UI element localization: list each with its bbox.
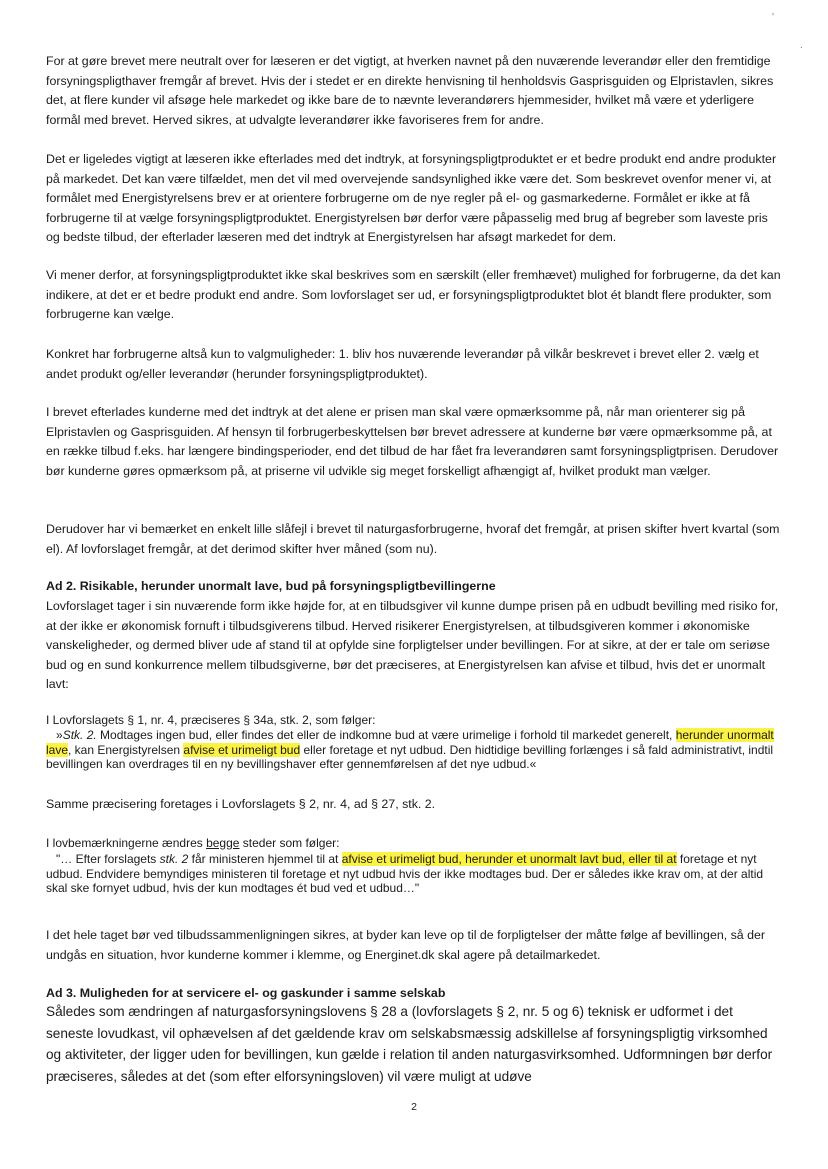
quote-1-stk: Stk. 2.: [62, 728, 97, 742]
scan-speck: .: [800, 40, 803, 51]
quote-2-part-c: foretage et nyt udbud. Endvidere bemyndiges ministeren til foretage et nyt udbud hvis der ikke modtages bud. Der er således ikke krav om, at der altid skal ske fornyet udbud, hvis der kun modtages ét bud ved et udbud…": [46, 852, 764, 896]
quote-2-intro-underlined: begge: [206, 836, 240, 850]
paragraph-bid-comparison: I det hele taget bør ved tilbudssammenligningen sikres, at byder kan leve op til de forpligtelser der måtte følge af bevillingen, så der undgås en situation, hvor kunderne kommer i klemme, og Energinet.dk skal agere på detailmarkedet.: [46, 928, 766, 962]
paragraph-not-separate-option: Vi mener derfor, at forsyningspligtproduktet ikke skal beskrives som en særskilt (eller fremhævet) mulighed for forbrugerne, da det kan indikere, at det er et bedre produkt end andre. Som lovforslaget ser ud, er forsyningspligtproduktet blot ét blandt flere produkter, som forbrugerne kan vælge.: [46, 268, 781, 322]
quote-2-intro-b: steder som følger:: [239, 836, 340, 850]
quote-1-intro: I Lovforslagets § 1, nr. 4, præciseres § 34a, stk. 2, som følger:: [46, 713, 376, 727]
page-number: 2: [411, 1101, 417, 1113]
paragraph-neutral-letter: For at gøre brevet mere neutralt over for læseren er det vigtigt, at hverken navnet på den nuværende leverandør eller den fremtidige forsyningspligthaver fremgår af brevet. Hvis der i stedet er en direkte henvisning til henholdsvis Gasprisguiden og Elpristavlen, sikres det, at flere kunder vil afsøge hele markedet og ikke bare de to nævnte leverandørers hjemmesider, hvilket må være et yderligere formål med brevet. Herved sikres, at udvalgte leverandører ikke favoriseres frem for andre.: [46, 54, 774, 127]
paragraph-risky-bids: Lovforslaget tager i sin nuværende form ikke højde for, at en tilbudsgiver vil kunne dumpe prisen på en udbudt bevilling med risiko for, at der ikke er økonomisk fornuft i tilbudsgiverens tilbud. Herved risikerer Energistyrelsen, at tilbudsgiveren kommer i økonomiske vanskeligheder, og dermed bliver ude af stand til at opfylde sine forpligtelser under bevillingen. For at sikre, at der er tale om seriøse bud og en sund konkurrence mellem tilbudsgiverne, bør det præciseres, at Energistyrelsen kan afvise et tilbud, hvis det er unormalt lavt:: [46, 599, 779, 692]
quote-2-highlight: afvise et urimeligt bud, herunder et unormalt lavt bud, eller til at: [341, 852, 677, 866]
quote-1-part-c: eller foretage et nyt udbud. Den hidtidige bevilling forlænges i så fald administrativt, indtil bevillingen kan overdrages til en ny bevillingshaver efter gennemførelsen af det nye udbud.«: [46, 742, 774, 772]
paragraph-same-clarification: Samme præcisering foretages i Lovforslagets § 2, nr. 4, ad § 27, stk. 2.: [46, 797, 436, 811]
quote-1-part-b: , kan Energistyrelsen: [68, 742, 184, 757]
paragraph-service-same-company: Således som ændringen af naturgasforsyningslovens § 28 a (lovforslagets § 2, nr. 5 og 6) teknisk er udformet i det seneste lovudkast, vil ophævelsen af det gældende krav om selskabsmæssig adskillelse af forsyningspligtig virksomhed og aktiviteter, der ligger uden for bevillingen, kun gælde i relation til anden naturgasvirksomhed. Udformningen bør derfor præciseres, således at det (som efter elforsyningsloven) vil være muligt at udøve: [46, 1004, 773, 1084]
quote-1-highlight-unusual-low: herunder unormalt lave: [46, 728, 774, 757]
paragraph-two-options: Konkret har forbrugerne altså kun to valgmuligheder: 1. bliv hos nuværende leverandør på vilkår beskrevet i brevet eller 2. vælg et andet produkt og/eller leverandør (herunder forsyningspligtproduktet).: [46, 347, 759, 381]
paragraph-price-focus: I brevet efterlades kunderne med det indtryk at det alene er prisen man skal være opmærksomme på, når man orienterer sig på Elpristavlen og Gasprisguiden. Af hensyn til forbrugerbeskyttelsen bør brevet adressere at kunderne bør være opmærksomme på, at en række tilbud f.eks. har længere bindingsperioder, end det tilbud de har fået fra leverandøren samt forsyningspligtprisen. Derudover bør kunderne gøres opmærksom på, at priserne vil udvikle sig meget forskelligt afhængigt af, hvilket produkt man vælger.: [46, 405, 779, 478]
quote-2-part-a: "… Efter forslagets: [56, 852, 160, 866]
quote-2-intro: [46, 836, 782, 851]
scan-speck: ': [772, 12, 774, 23]
quote-1-highlight-reject-bid: afvise et urimeligt bud: [183, 742, 301, 757]
quote-2-part-b: får ministeren hjemmel til at: [188, 852, 342, 866]
section-heading-2: Ad 2. Risikable, herunder unormalt lave, bud på forsyningspligtbevillingerne: [46, 579, 496, 593]
paragraph-typo-note: Derudover har vi bemærket en enkelt lille slåfejl i brevet til naturgasforbrugerne, hvoraf det fremgår, at prisen skifter hvert kvartal (som el). Af lovforslaget fremgår, at det derimod skifter hver måned (som nu).: [46, 522, 780, 556]
quote-2-stk: stk. 2: [159, 852, 189, 866]
quote-1-part-a: Modtages ingen bud, eller findes det eller de indkomne bud at være urimelige i forhold til markedet generelt,: [96, 728, 676, 742]
quote-2-text: [46, 852, 782, 896]
quote-1-text: [46, 728, 782, 772]
quote-2-intro-a: I lovbemærkningerne ændres: [46, 836, 207, 850]
paragraph-impression: Det er ligeledes vigtigt at læseren ikke efterlades med det indtryk, at forsyningspligtproduktet er et bedre produkt end andre produkter på markedet. Det kan være tilfældet, men det vil med overvejende sandsynlighed ikke være det. Som beskrevet ovenfor mener vi, at formålet med Energistyrelsens brev er at orientere forbrugerne om de nye regler på el- og gasmarkederne. Formålet er ikke at få forbrugerne til at vælge forsyningspligtproduktet. Energistyrelsen bør derfor være påpasselig med brug af begreber som laveste pris og bedste tilbud, der efterlader læseren med det indtryk at Energistyrelsen har afsøgt markedet for dem.: [46, 152, 777, 245]
section-heading-3: Ad 3. Muligheden for at servicere el- og gaskunder i samme selskab: [46, 986, 446, 1000]
quote-open-mark: »: [56, 728, 63, 742]
